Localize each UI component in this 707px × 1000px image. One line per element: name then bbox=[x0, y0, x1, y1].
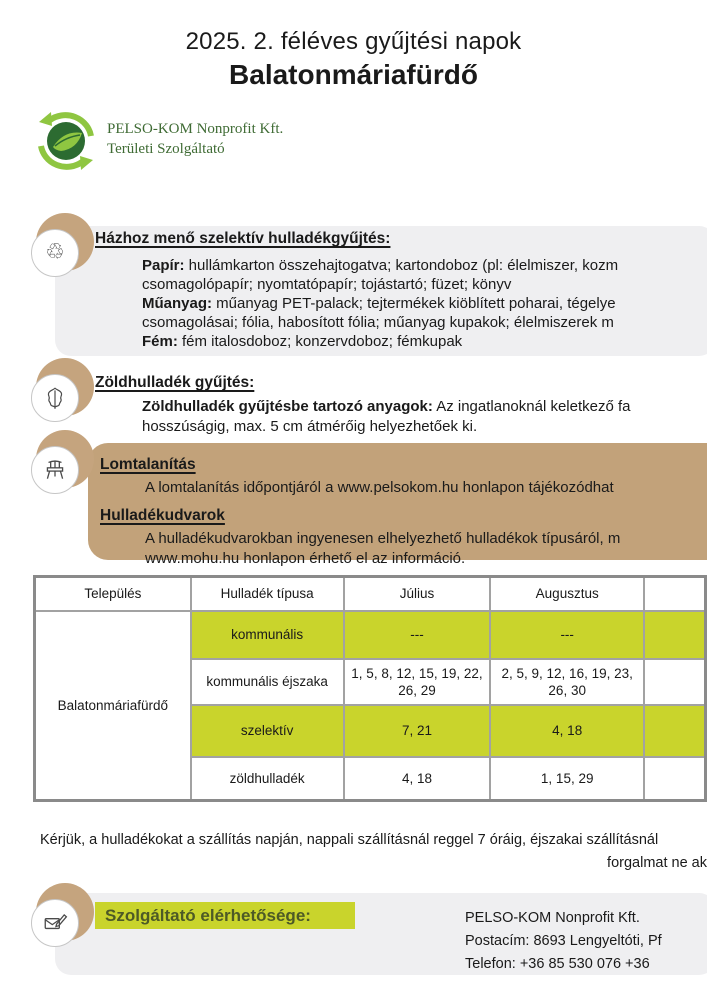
contact-heading: Szolgáltató elérhetősége: bbox=[105, 905, 311, 925]
august-cell: --- bbox=[490, 611, 644, 659]
bulky-line: A lomtalanítás időpontjáról a www.pelsokom.hu honlapon tájékozódhat bbox=[145, 479, 614, 496]
greenwaste-line: Zöldhulladék gyűjtésbe tartozó anyagok: Az ingatlanoknál keletkező fa bbox=[142, 398, 631, 415]
waste-type-cell: zöldhulladék bbox=[191, 757, 344, 801]
contact-heading-highlight bbox=[95, 902, 355, 929]
greenwaste-heading: Zöldhulladék gyűjtés: bbox=[95, 374, 255, 391]
selective-line: Műanyag: műanyag PET-palack; tejtermékek kiöblített poharai, tégelye bbox=[142, 295, 616, 312]
july-cell: 4, 18 bbox=[344, 757, 491, 801]
writing-envelope-icon bbox=[31, 899, 79, 947]
logo-text bbox=[107, 119, 283, 159]
header-waste-type: Hulladék típusa bbox=[191, 577, 344, 611]
cutoff-cell bbox=[644, 659, 705, 705]
header-cutoff-column bbox=[644, 577, 705, 611]
cutoff-cell bbox=[644, 611, 705, 659]
schedule-table bbox=[33, 575, 707, 802]
greenwaste-badge bbox=[31, 358, 95, 422]
logo-company: PELSO-KOM Nonprofit Kft. bbox=[107, 121, 284, 137]
logo-subtitle: Területi Szolgáltató bbox=[107, 141, 225, 157]
selective-line: csomagolópapír; nyomtatópapír; tojástartó; füzet; könyv bbox=[142, 276, 512, 293]
settlement-cell: Balatonmáriafürdő bbox=[35, 611, 191, 801]
selective-heading: Házhoz menő szelektív hulladékgyűjtés: bbox=[95, 230, 391, 247]
waste-type-cell: kommunális éjszaka bbox=[191, 659, 344, 705]
note-line: forgalmat ne ak bbox=[607, 855, 707, 871]
cutoff-cell bbox=[644, 705, 705, 757]
selective-line: Fém: fém italosdoboz; konzervdoboz; fémkupak bbox=[142, 333, 463, 350]
settlement-title: Balatonmáriafürdő bbox=[229, 59, 478, 90]
recycle-triangle-icon: ♲ bbox=[31, 229, 79, 277]
oak-leaf-icon bbox=[31, 374, 79, 422]
contact-address: Postacím: 8693 Lengyeltóti, Pf bbox=[465, 933, 662, 949]
selective-badge bbox=[31, 213, 95, 277]
bulky-badge bbox=[31, 430, 95, 494]
header-august: Augusztus bbox=[490, 577, 644, 611]
header-july: Július bbox=[344, 577, 491, 611]
contact-company: PELSO-KOM Nonprofit Kft. bbox=[465, 910, 640, 926]
august-cell: 1, 15, 29 bbox=[490, 757, 644, 801]
yards-heading: Hulladékudvarok bbox=[100, 507, 225, 524]
table-header-row bbox=[35, 577, 706, 611]
waste-type-cell: szelektív bbox=[191, 705, 344, 757]
august-cell: 2, 5, 9, 12, 16, 19, 23, 26, 30 bbox=[490, 659, 644, 705]
contact-block bbox=[465, 907, 662, 976]
selective-line: csomagolásai; fólia, habosított fólia; műanyag kupakok; élelmiszerek m bbox=[142, 314, 614, 331]
yards-line: www.mohu.hu honlapon érhető el az információ. bbox=[145, 550, 466, 567]
july-cell: 1, 5, 8, 12, 15, 19, 22, 26, 29 bbox=[344, 659, 491, 705]
july-cell: 7, 21 bbox=[344, 705, 491, 757]
august-cell: 4, 18 bbox=[490, 705, 644, 757]
note-line: Kérjük, a hulladékokat a szállítás napján, nappali szállításnál reggel 7 óráig, éjszakai szállításnál bbox=[40, 832, 659, 848]
cutoff-cell bbox=[644, 757, 705, 801]
waste-type-cell: kommunális bbox=[191, 611, 344, 659]
yards-line: A hulladékudvarokban ingyenesen elhelyezhető hulladékok típusáról, m bbox=[145, 530, 621, 547]
header-settlement: Település bbox=[35, 577, 191, 611]
recycle-leaf-logo-icon bbox=[33, 106, 99, 174]
greenwaste-line: hosszúságig, max. 5 cm átmérőig helyezhetőek ki. bbox=[142, 418, 478, 435]
contact-phone: Telefon: +36 85 530 076 +36 bbox=[465, 956, 650, 972]
chair-icon bbox=[31, 446, 79, 494]
table-row bbox=[35, 611, 706, 659]
contact-badge bbox=[31, 883, 95, 947]
selective-line: Papír: hullámkarton összehajtogatva; kartondoboz (pl: élelmiszer, kozm bbox=[142, 257, 619, 274]
bulky-heading: Lomtalanítás bbox=[100, 456, 196, 473]
page-title: 2025. 2. féléves gyűjtési napok bbox=[185, 28, 522, 55]
pelso-kom-logo bbox=[33, 106, 99, 174]
july-cell: --- bbox=[344, 611, 491, 659]
